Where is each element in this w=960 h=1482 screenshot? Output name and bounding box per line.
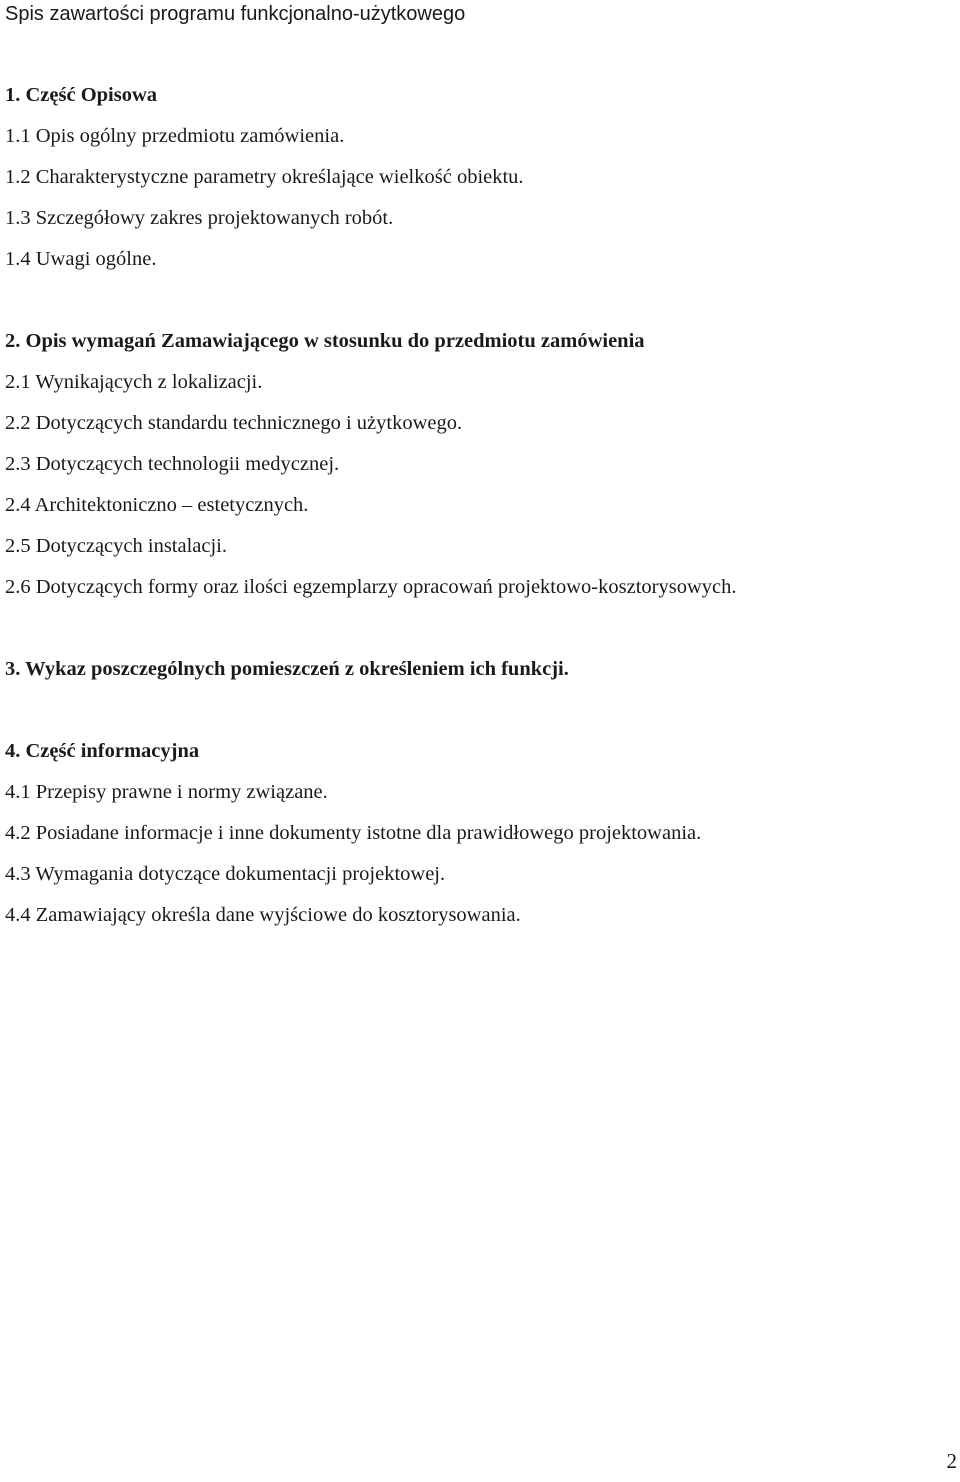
toc-item-1-1: 1.1 Opis ogólny przedmiotu zamówienia.: [5, 125, 345, 147]
toc-item-2-1: 2.1 Wynikających z lokalizacji.: [5, 371, 263, 393]
toc-item-4-1: 4.1 Przepisy prawne i normy związane.: [5, 781, 328, 803]
toc-item-1-2: 1.2 Charakterystyczne parametry określające wielkość obiektu.: [5, 166, 524, 188]
toc-item-2-5: 2.5 Dotyczących instalacji.: [5, 535, 227, 557]
toc-section-2: 2. Opis wymagań Zamawiającego w stosunku do przedmiotu zamówienia: [5, 330, 645, 352]
toc-item-4-2: 4.2 Posiadane informacje i inne dokumenty istotne dla prawidłowego projektowania.: [5, 822, 702, 844]
toc-item-2-2: 2.2 Dotyczących standardu technicznego i użytkowego.: [5, 412, 463, 434]
page-number: 2: [946, 1449, 957, 1473]
toc-section-4: 4. Część informacyjna: [5, 740, 200, 762]
toc-section-3: 3. Wykaz poszczególnych pomieszczeń z określeniem ich funkcji.: [5, 658, 569, 680]
toc-item-2-6: 2.6 Dotyczących formy oraz ilości egzemplarzy opracowań projektowo-kosztorysowych.: [5, 576, 737, 598]
toc-item-4-3: 4.3 Wymagania dotyczące dokumentacji projektowej.: [5, 863, 446, 885]
toc-section-1: 1. Część Opisowa: [5, 84, 158, 106]
document-title: Spis zawartości programu funkcjonalno-użytkowego: [5, 3, 466, 25]
toc-item-1-4: 1.4 Uwagi ogólne.: [5, 248, 157, 270]
toc-item-1-3: 1.3 Szczegółowy zakres projektowanych robót.: [5, 207, 394, 229]
toc-item-2-3: 2.3 Dotyczących technologii medycznej.: [5, 453, 340, 475]
toc-item-2-4: 2.4 Architektoniczno – estetycznych.: [5, 494, 309, 516]
toc-item-4-4: 4.4 Zamawiający określa dane wyjściowe do kosztorysowania.: [5, 904, 521, 926]
